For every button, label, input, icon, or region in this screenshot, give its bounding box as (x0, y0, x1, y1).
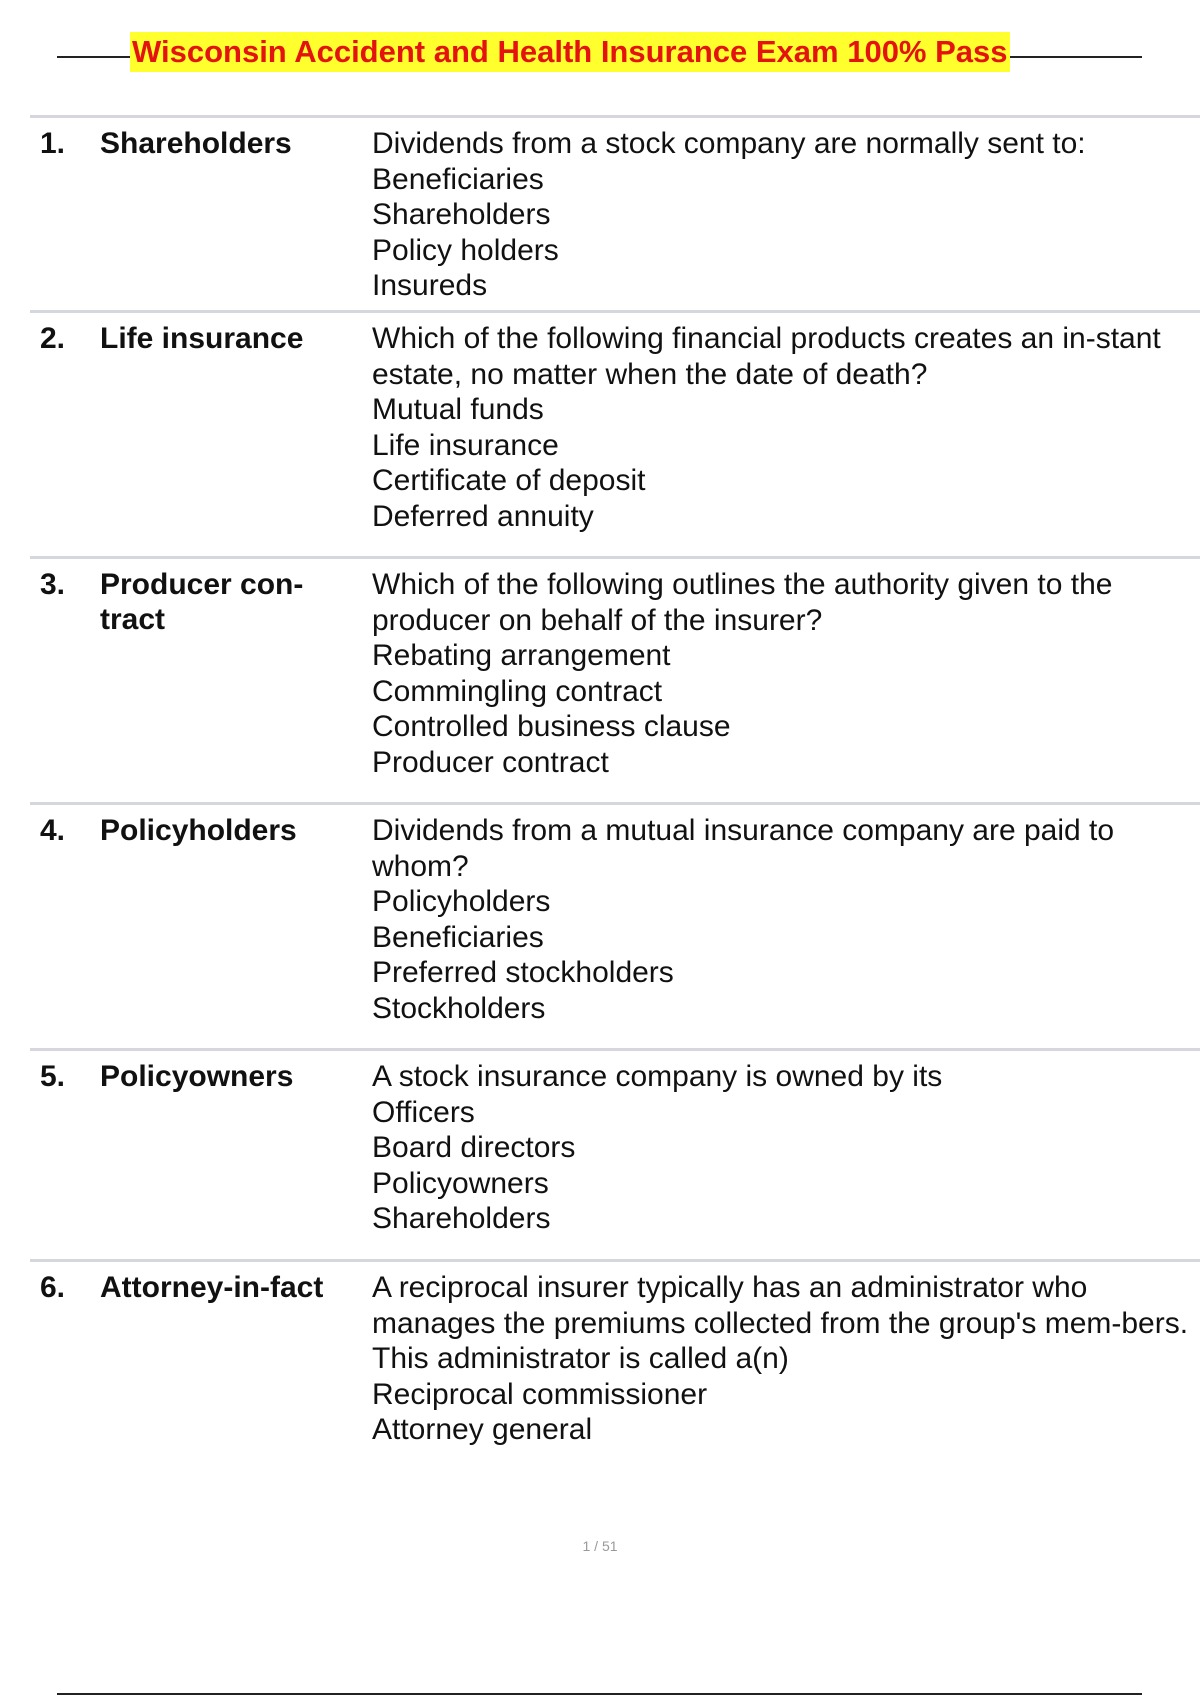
answer-option: Policyholders (372, 885, 551, 918)
document-header (57, 28, 1142, 76)
flashcard-list (30, 115, 1200, 1470)
footer-rule (57, 1693, 1142, 1695)
answer-option: Certificate of deposit (372, 464, 646, 497)
answer-option: Policy holders (372, 233, 559, 267)
question-text: Dividends from a mutual insurance company are paid to whom? (372, 814, 1115, 883)
question-text: A stock insurance company is owned by its (372, 1060, 943, 1093)
card-question (372, 1059, 1192, 1237)
answer-option: Shareholders (372, 1202, 551, 1235)
answer-option: Beneficiaries (372, 162, 544, 196)
flashcard (30, 1048, 1200, 1259)
card-term: Producer con-tract (100, 568, 304, 636)
card-number: 4. (40, 814, 66, 847)
card-question (372, 813, 1192, 1026)
answer-option: Life insurance (372, 428, 559, 462)
card-number: 2. (40, 322, 66, 355)
question-text: A reciprocal insurer typically has an administrator who manages the premiums collected from the group's mem-bers. This administrator is called a(n) (372, 1271, 1189, 1375)
card-question (372, 321, 1192, 534)
answer-option: Deferred annuity (372, 499, 594, 533)
page-number: 1 / 51 (582, 1538, 618, 1554)
answer-option: Preferred stockholders (372, 956, 674, 989)
question-text: Which of the following financial products creates an in-stant estate, no matter when the date of death? (372, 322, 1161, 391)
answer-option: Policyowners (372, 1166, 549, 1200)
flashcard (30, 1259, 1200, 1470)
card-term: Policyholders (100, 814, 297, 847)
answer-option: Attorney general (372, 1413, 593, 1446)
card-number: 5. (40, 1060, 66, 1093)
question-text: Dividends from a stock company are normally sent to: (372, 127, 1086, 160)
answer-option: Reciprocal commissioner (372, 1377, 708, 1411)
question-text: Which of the following outlines the authority given to the producer on behalf of the insurer? (372, 568, 1113, 637)
answer-option: Producer contract (372, 745, 609, 779)
answer-option: Board directors (372, 1131, 576, 1164)
answer-option: Controlled business clause (372, 710, 731, 743)
card-term: Life insurance (100, 322, 304, 355)
card-number: 1. (40, 127, 66, 160)
card-number: 6. (40, 1271, 66, 1304)
flashcard (30, 310, 1200, 556)
answer-option: Rebating arrangement (372, 639, 671, 672)
card-term: Shareholders (100, 127, 292, 160)
flashcard (30, 556, 1200, 802)
answer-option: Beneficiaries (372, 920, 544, 954)
card-term: Attorney-in-fact (100, 1271, 324, 1304)
flashcard (30, 115, 1200, 310)
flashcard (30, 802, 1200, 1048)
answer-option: Shareholders (372, 198, 551, 231)
card-term: Policyowners (100, 1060, 294, 1093)
document-title: Wisconsin Accident and Health Insurance Exam 100% Pass (130, 32, 1010, 72)
card-question (372, 126, 1192, 304)
answer-option: Commingling contract (372, 674, 663, 708)
card-question (372, 567, 1192, 780)
answer-option: Stockholders (372, 991, 546, 1025)
answer-option: Mutual funds (372, 393, 544, 426)
answer-option: Officers (372, 1095, 475, 1129)
card-number: 3. (40, 568, 66, 601)
card-question (372, 1270, 1192, 1448)
answer-option: Insureds (372, 269, 488, 302)
